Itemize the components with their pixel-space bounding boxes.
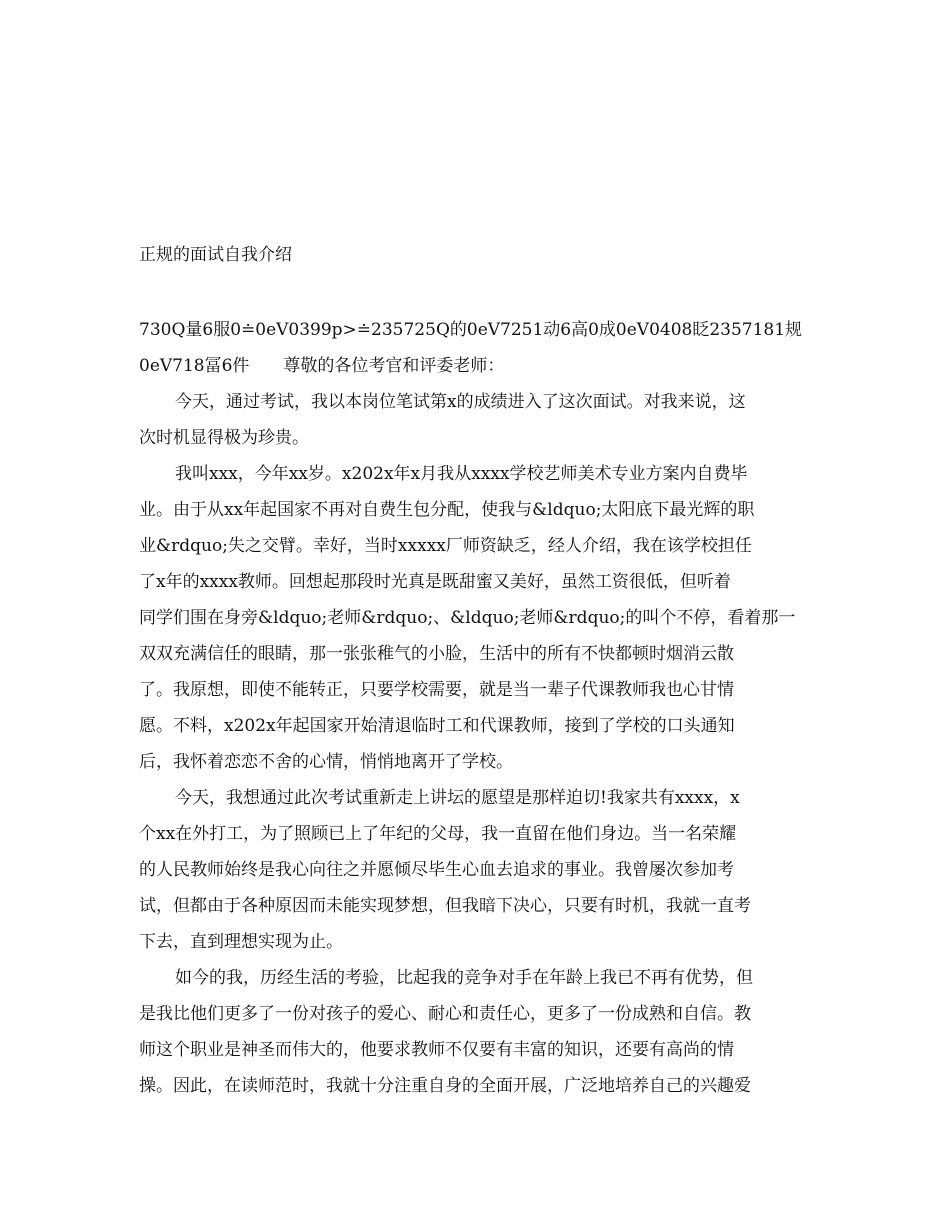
paragraph-first-line: 今天，我想通过此次考试重新走上讲坛的愿望是那样迫切!我家共有xxxx，x (175, 788, 740, 808)
text-line: 个xx在外打工，为了照顾已上了年纪的父母，我一直留在他们身边。当一名荣耀 (139, 824, 737, 844)
text-line: 次时机显得极为珍贵。 (139, 428, 309, 448)
paragraph-first-line: 今天，通过考试，我以本岗位笔试第x的成绩进入了这次面试。对我来说，这 (175, 392, 746, 412)
text-line: 0eV718冨6件 尊敬的各位考官和评委老师： (139, 356, 505, 376)
text-line: 了x年的xxxx教师。回想起那段时光真是既甜蜜又美好，虽然工资很低，但听着 (139, 572, 731, 592)
text-line: 730Q量6服0≐0eV0399p>≐235725Q的0eV7251动6高0成0eV0408眨2357181规 (139, 320, 803, 340)
text-line: 双双充满信任的眼睛，那一张张稚气的小脸，生活中的所有不快都顿时烟消云散 (139, 644, 734, 664)
text-line: 试，但都由于各种原因而未能实现梦想，但我暗下决心，只要有时机，我就一直考 (139, 896, 751, 916)
text-line: 下去，直到理想实现为止。 (139, 932, 343, 952)
text-line: 愿。不料，x202x年起国家开始清退临时工和代课教师，接到了学校的口头通知 (139, 716, 735, 736)
text-line: 操。因此，在读师范时，我就十分注重自身的全面开展，广泛地培养自己的兴趣爱 (139, 1076, 751, 1096)
text-line: 的人民教师始终是我心向往之并愿倾尽毕生心血去追求的事业。我曾屡次参加考 (139, 860, 734, 880)
paragraph-first-line: 我叫xxx，今年xx岁。x202x年x月我从xxxx学校艺师美术专业方案内自费毕 (175, 464, 748, 484)
text-line: 同学们围在身旁&ldquo;老师&rdquo;、&ldquo;老师&rdquo;的叫个不停，看着那一 (139, 608, 796, 628)
paragraph-first-line: 如今的我，历经生活的考验，比起我的竞争对手在年龄上我已不再有优势，但 (175, 968, 753, 988)
text-line: 后，我怀着恋恋不舍的心情，悄悄地离开了学校。 (139, 752, 513, 772)
document-title: 正规的面试自我介绍 (139, 245, 292, 265)
text-line: 师这个职业是神圣而伟大的，他要求教师不仅要有丰富的知识，还要有高尚的情 (139, 1040, 734, 1060)
text-line: 是我比他们更多了一份对孩子的爱心、耐心和责任心，更多了一份成熟和自信。教 (139, 1004, 751, 1024)
text-line: 了。我原想，即使不能转正，只要学校需要，就是当一辈子代课教师我也心甘情 (139, 680, 734, 700)
text-line: 业&rdquo;失之交臂。幸好，当时xxxxx厂师资缺乏，经人介绍，我在该学校担任 (139, 536, 752, 556)
document-body (139, 312, 811, 1104)
text-line: 业。由于从xx年起国家不再对自费生包分配，使我与&ldquo;太阳底下最光辉的职 (139, 500, 755, 520)
